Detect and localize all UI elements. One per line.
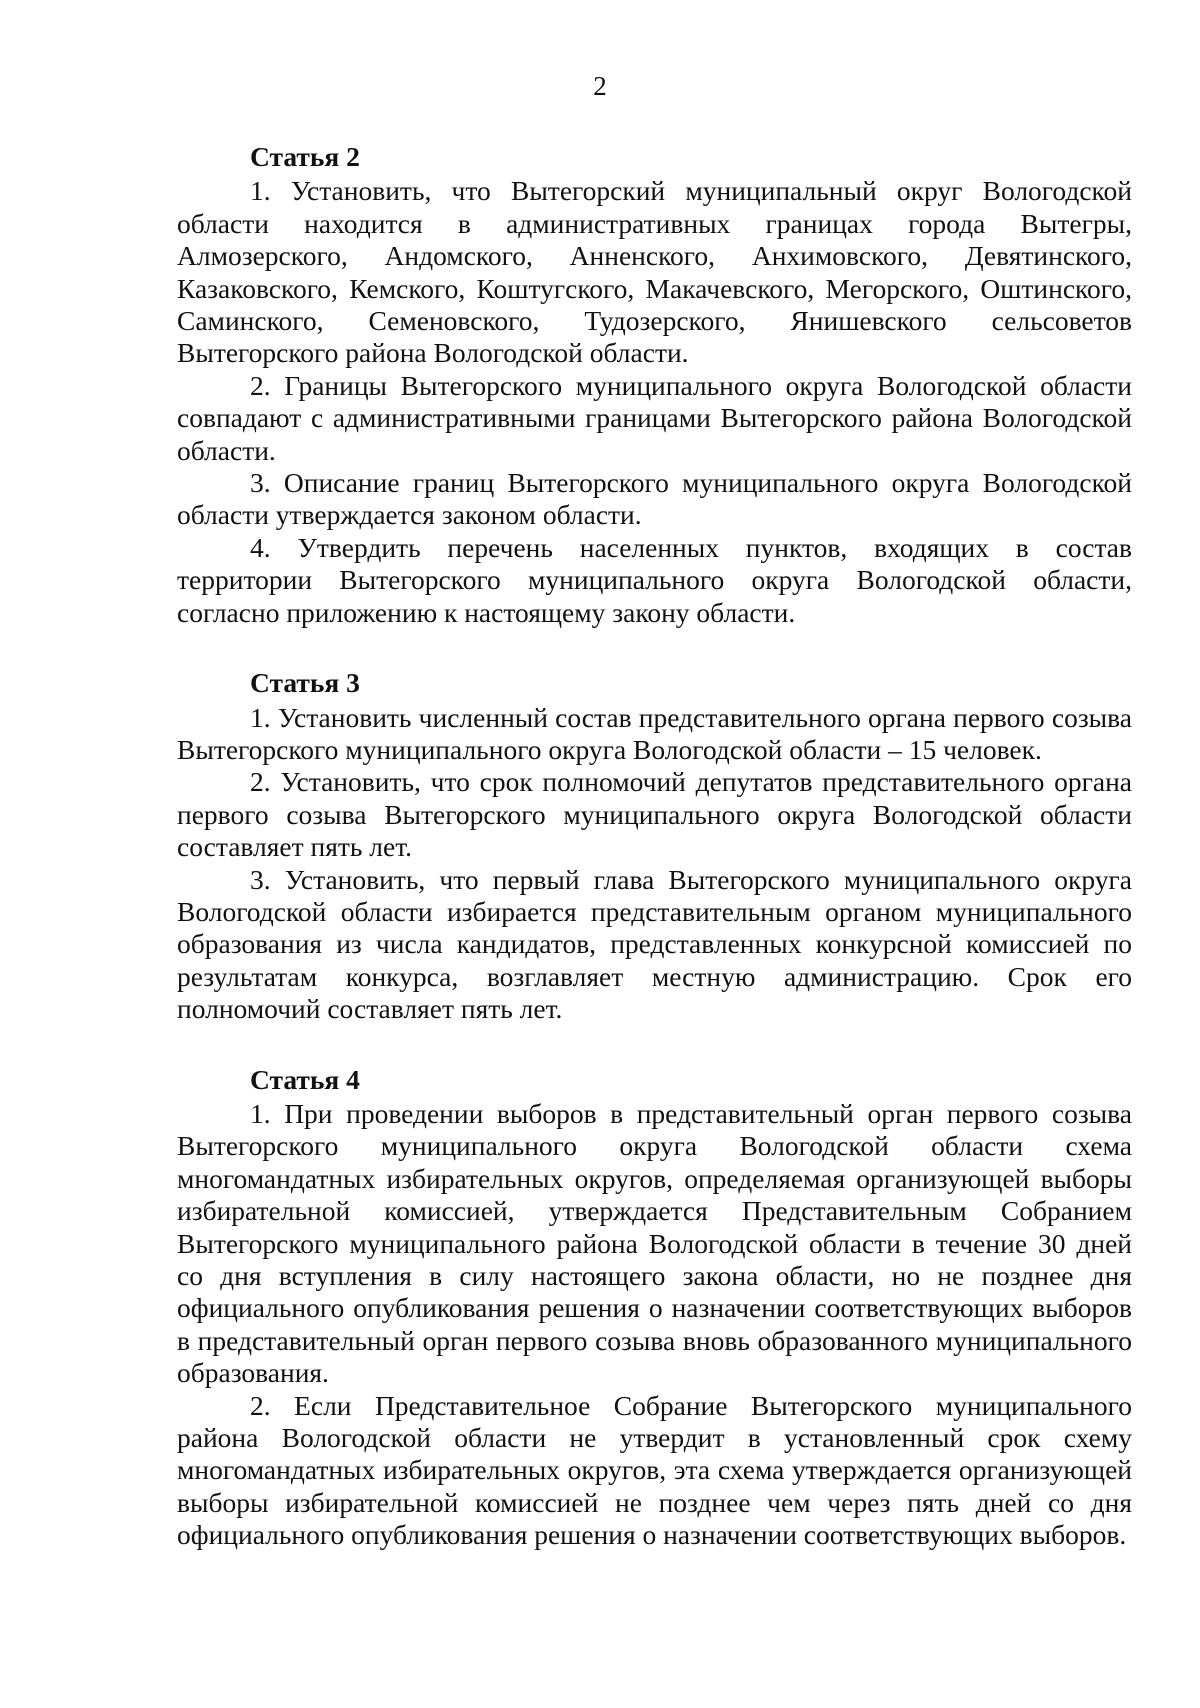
article-4 [177,1064,1132,1552]
article-paragraph: 4. Утвердить перечень населенных пунктов, входящих в состав территории Вытегорского муниципального округа Вологодской области, согласно приложению к настоящему закону области. [177,531,1132,628]
article-paragraph: 1. Установить численный состав представительного органа первого созыва Вытегорского муниципального округа Вологодской области – 15 человек. [177,701,1132,765]
article-paragraph: 2. Установить, что срок полномочий депутатов представительного органа первого созыва Вытегорского муниципального округа Вологодской области составляет пять лет. [177,766,1132,863]
article-title: Статья 4 [250,1063,360,1095]
article-paragraph: 1. Установить, что Вытегорский муниципальный округ Вологодской области находится в административных границах города Вытегры, Алмозерского, Андомского, Анненского, Анхимовского, Девятинского, Казаковского, Кемского, Коштугского, Макачевского, Мегорского, Оштинского, Саминского, Семеновского, Тудозерского, Янишевского сельсоветов Вытегорского района Вологодской области. [177,175,1132,369]
article-paragraph: 2. Границы Вытегорского муниципального округа Вологодской области совпадают с административными границами Вытегорского района Вологодской области. [177,369,1132,466]
article-paragraph: 3. Описание границ Вытегорского муниципального округа Вологодской области утверждается законом области. [177,467,1132,531]
article-3 [177,667,1132,1025]
document-body [177,141,1132,1590]
article-2 [177,141,1132,629]
article-title: Статья 3 [250,667,360,699]
page-number: 2 [593,71,607,101]
article-paragraph: 3. Установить, что первый глава Вытегорского муниципального округа Вологодской области избирается представительным органом муниципального образования из числа кандидатов, представленных конкурсной комиссией по результатам конкурса, возглавляет местную администрацию. Срок его полномочий составляет пять лет. [177,863,1132,1025]
article-title: Статья 2 [250,141,360,172]
article-paragraph: 1. При проведении выборов в представительный орган первого созыва Вытегорского муниципального округа Вологодской области схема многомандатных избирательных округов, определяемая организующей выборы избирательной комиссией, утверждается Представительным Собранием Вытегорского муниципального района Вологодской области в течение 30 дней со дня вступления в силу настоящего закона области, но не позднее дня официального опубликования решения о назначении соответствующих выборов в представительный орган первого созыва вновь образованного муниципального образования. [177,1097,1132,1389]
article-paragraph: 2. Если Представительное Собрание Вытегорского муниципального района Вологодской области не утвердит в установленный срок схему многомандатных избирательных округов, эта схема утверждается организующей выборы избирательной комиссией не позднее чем через пять дней со дня официального опубликования решения о назначении соответствующих выборов. [177,1389,1132,1551]
